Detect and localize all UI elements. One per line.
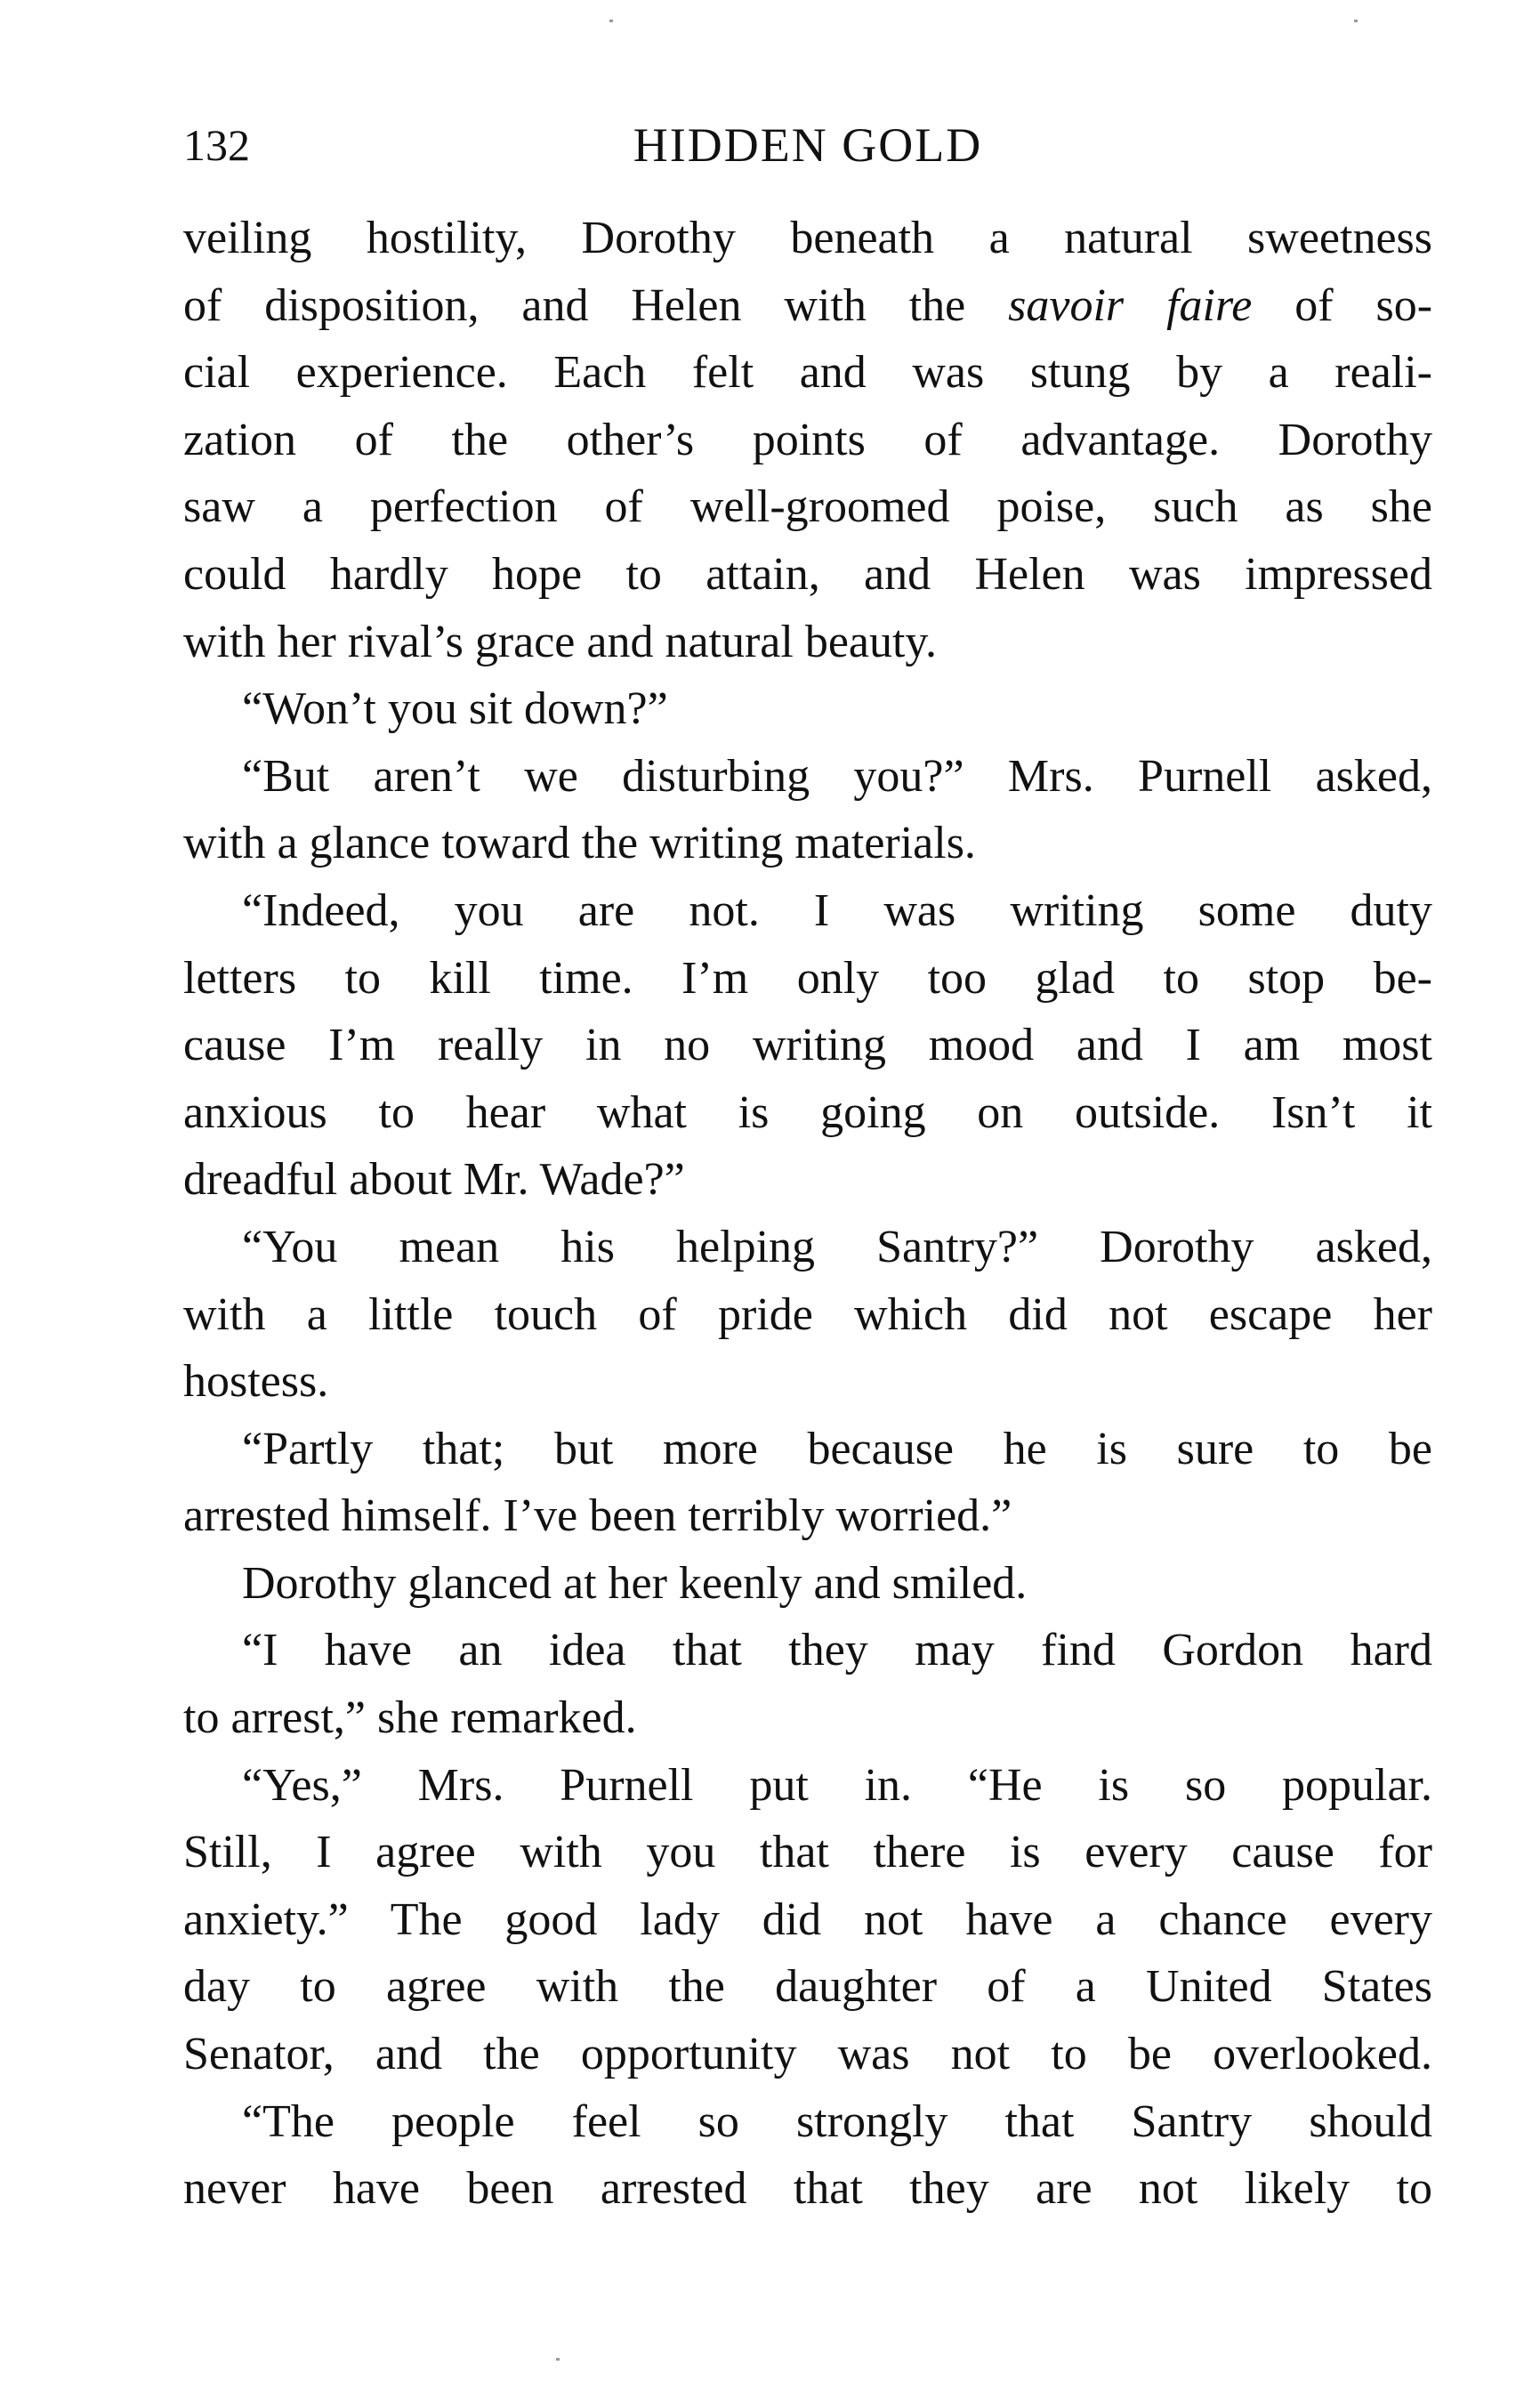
text-line: of disposition, and Helen with the savoir faire of so- — [183, 279, 1433, 331]
text-line: anxiety.” The good lady did not have a chance every — [183, 1893, 1432, 1945]
text-line: cial experience. Each felt and was stung by a reali- — [183, 347, 1432, 399]
text-line: saw a perfection of well-groomed poise, such as she — [183, 481, 1432, 533]
text-line: Dorothy glanced at her keenly and smiled. — [242, 1557, 1028, 1609]
text-line: to arrest,” she remarked. — [183, 1692, 637, 1744]
scan-speck — [609, 20, 613, 22]
text-line: zation of the other’s points of advantage. Dorothy — [183, 414, 1432, 465]
running-title: HIDDEN GOLD — [633, 118, 983, 172]
scan-speck — [556, 2358, 560, 2361]
text-line: with a glance toward the writing materials. — [183, 818, 976, 869]
text-line: could hardly hope to attain, and Helen was impressed — [183, 548, 1432, 600]
text-line: Still, I agree with you that there is every cause for — [183, 1827, 1432, 1878]
text-line: “Indeed, you are not. I was writing some duty — [242, 884, 1432, 936]
text-line: “You mean his helping Santry?” Dorothy asked, — [242, 1221, 1432, 1272]
text-line: with a little touch of pride which did not escape her — [183, 1288, 1432, 1340]
scan-speck — [1354, 20, 1358, 22]
text-line: letters to kill time. I’m only too glad to stop be- — [183, 952, 1432, 1004]
text-line: “The people feel so strongly that Santry should — [242, 2095, 1432, 2147]
italic-phrase: savoir faire — [1008, 279, 1253, 331]
page-header — [183, 114, 1432, 176]
text-line: “But aren’t we disturbing you?” Mrs. Purnell asked, — [242, 750, 1432, 802]
text-line: “I have an idea that they may find Gordon hard — [242, 1625, 1432, 1676]
page-number: 132 — [183, 120, 250, 170]
text-line: “Won’t you sit down?” — [242, 683, 668, 735]
body-text — [183, 205, 1432, 2223]
text-line: with her rival’s grace and natural beauty. — [183, 616, 938, 667]
text-line: cause I’m really in no writing mood and I am most — [183, 1020, 1432, 1071]
text-line: never have been arrested that they are not likely to — [183, 2163, 1432, 2215]
text-line: Senator, and the opportunity was not to be overlooked. — [183, 2029, 1432, 2080]
text-line: day to agree with the daughter of a United States — [183, 1961, 1432, 2013]
text-line: arrested himself. I’ve been terribly worried.” — [183, 1490, 1012, 1542]
text-line: anxious to hear what is going on outside. Isn’t it — [183, 1086, 1432, 1138]
text-line: “Yes,” Mrs. Purnell put in. “He is so popular. — [242, 1759, 1432, 1811]
text-line: hostess. — [183, 1356, 329, 1408]
text-line: “Partly that; but more because he is sure to be — [242, 1423, 1432, 1474]
text-line: veiling hostility, Dorothy beneath a natural sweetness — [183, 213, 1432, 263]
text-line: dreadful about Mr. Wade?” — [183, 1154, 685, 1206]
